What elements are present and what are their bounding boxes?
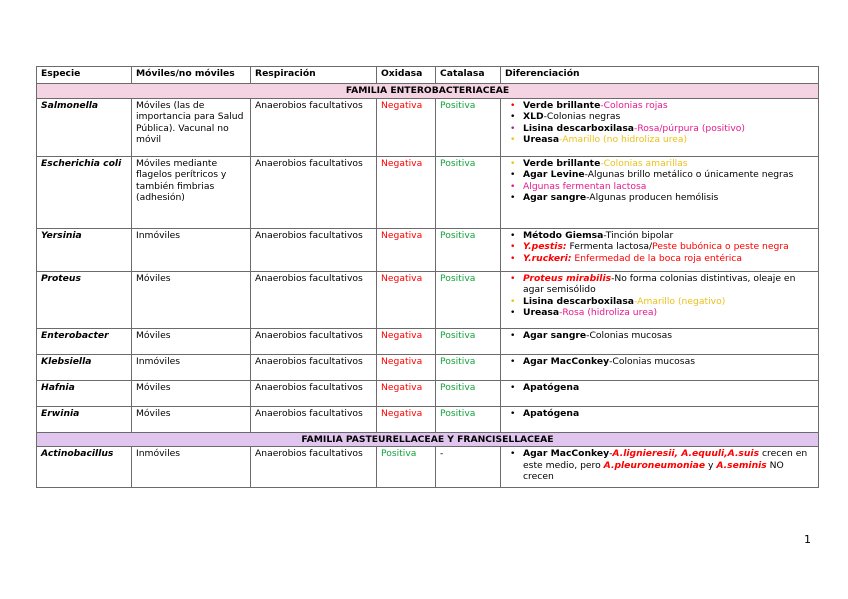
bullet-icon: • — [510, 355, 516, 367]
bullet-icon: • — [510, 241, 516, 253]
test-name: XLD — [523, 111, 544, 123]
header-respiracion: Respiración — [251, 67, 377, 84]
list-item — [505, 330, 814, 342]
catalase-cell: Positiva — [436, 156, 501, 228]
bullet-icon: • — [510, 307, 516, 319]
test-name: Lisina descarboxilasa — [523, 295, 634, 307]
respiration-cell: Anaerobios facultativos — [251, 380, 377, 406]
list-item — [505, 111, 814, 123]
test-result: -Colonias amarillas — [600, 157, 688, 169]
list-item — [505, 169, 814, 181]
respiration-cell: Anaerobios facultativos — [251, 354, 377, 380]
motility-cell: Inmóviles — [132, 447, 251, 488]
species-name: Y.ruckeri: — [523, 252, 572, 264]
oxidase-cell: Negativa — [377, 380, 436, 406]
differentiation-cell — [501, 228, 819, 271]
list-item — [505, 296, 814, 308]
motility-cell: Inmóviles — [132, 228, 251, 271]
motility-cell: Móviles — [132, 380, 251, 406]
differentiation-cell — [501, 98, 819, 156]
species-cell: Proteus — [37, 271, 132, 328]
test-name: Agar MacConkey — [523, 448, 610, 460]
table-row — [37, 156, 819, 228]
test-result: -Tinción bipolar — [603, 229, 674, 241]
family-title: FAMILIA PASTEURELLACEAE Y FRANCISELLACEAE — [37, 432, 819, 447]
test-result: Fermenta lactosa/ — [566, 241, 653, 253]
respiration-cell: Anaerobios facultativos — [251, 271, 377, 328]
test-name: Ureasa — [523, 134, 560, 146]
table-row — [37, 228, 819, 271]
species-cell: Klebsiella — [37, 354, 132, 380]
motility-cell: Móviles (las de importancia para Salud Pública). Vacunal no móvil — [132, 98, 251, 156]
list-item — [505, 408, 814, 420]
motility-cell: Móviles — [132, 328, 251, 354]
test-name: Apatógena — [523, 381, 580, 393]
oxidase-cell: Negativa — [377, 271, 436, 328]
list-item — [505, 382, 814, 394]
bullet-icon: • — [510, 295, 516, 307]
table-row — [37, 271, 819, 328]
catalase-cell: Positiva — [436, 406, 501, 432]
respiration-cell: Anaerobios facultativos — [251, 156, 377, 228]
test-name: Verde brillante — [523, 157, 601, 169]
table-row — [37, 406, 819, 432]
differentiation-cell — [501, 447, 819, 488]
differentiation-cell — [501, 328, 819, 354]
bullet-icon: • — [510, 272, 516, 284]
test-result: NO crecen — [523, 459, 784, 483]
list-item — [505, 241, 814, 253]
test-name: Lisina descarboxilasa — [523, 122, 634, 134]
test-name: Agar sangre — [523, 329, 587, 341]
catalase-cell: Positiva — [436, 98, 501, 156]
respiration-cell: Anaerobios facultativos — [251, 98, 377, 156]
differentiation-cell — [501, 406, 819, 432]
test-result: crecen en este medio, pero — [523, 448, 808, 471]
respiration-cell: Anaerobios facultativos — [251, 228, 377, 271]
catalase-cell: Positiva — [436, 328, 501, 354]
test-result: -No forma colonias distintivas, oleaje en agar semisólido — [523, 272, 796, 296]
bullet-icon: • — [510, 252, 516, 264]
list-item — [505, 192, 814, 204]
list-item — [505, 356, 814, 368]
disease-name: Enfermedad de la boca roja entérica — [571, 252, 742, 264]
species-name: A.seminis — [716, 459, 767, 471]
bullet-icon: • — [510, 157, 516, 169]
list-item — [505, 230, 814, 242]
bullet-icon: • — [510, 169, 516, 181]
page-number: 1 — [804, 533, 811, 546]
header-especie: Especie — [37, 67, 132, 84]
disease-name: Peste bubónica o peste negra — [652, 241, 789, 253]
oxidase-cell: Negativa — [377, 228, 436, 271]
bacteria-table — [36, 66, 819, 488]
species-cell: Hafnia — [37, 380, 132, 406]
test-name: Agar Levine — [523, 169, 585, 181]
bullet-icon: • — [510, 407, 516, 419]
catalase-cell: - — [436, 447, 501, 488]
catalase-cell: Positiva — [436, 380, 501, 406]
bullet-icon: • — [510, 122, 516, 134]
species-cell: Salmonella — [37, 98, 132, 156]
motility-cell: Inmóviles — [132, 354, 251, 380]
list-item — [505, 181, 814, 193]
test-result: -Algunas brillo metálico o únicamente negras — [584, 169, 794, 181]
family-row-pasteurellaceae — [37, 432, 819, 447]
oxidase-cell: Positiva — [377, 447, 436, 488]
connector: y — [705, 459, 717, 471]
list-item — [505, 123, 814, 135]
respiration-cell: Anaerobios facultativos — [251, 406, 377, 432]
test-result: -Amarillo (negativo) — [634, 295, 726, 307]
test-result: -Rosa/púrpura (positivo) — [634, 122, 746, 134]
species-name: A.lignieresii, A.equuli,A.suis — [612, 448, 760, 460]
test-result: -Algunas producen hemólisis — [586, 192, 719, 204]
catalase-cell: Positiva — [436, 271, 501, 328]
bullet-icon: • — [510, 111, 516, 123]
header-diferenciacion: Diferenciación — [501, 67, 819, 84]
bullet-icon: • — [510, 229, 516, 241]
oxidase-cell: Negativa — [377, 156, 436, 228]
respiration-cell: Anaerobios facultativos — [251, 328, 377, 354]
test-result: Algunas fermentan lactosa — [523, 180, 647, 192]
test-name: Agar MacConkey — [523, 355, 610, 367]
bullet-icon: • — [510, 134, 516, 146]
bullet-icon: • — [510, 329, 516, 341]
list-item — [505, 158, 814, 170]
list-item — [505, 134, 814, 146]
motility-cell: Móviles mediante flagelos perítricos y también fimbrias (adhesión) — [132, 156, 251, 228]
list-item — [505, 100, 814, 112]
list-item — [505, 307, 814, 319]
differentiation-cell — [501, 354, 819, 380]
differentiation-cell — [501, 156, 819, 228]
separator: - — [609, 448, 613, 460]
list-item — [505, 273, 814, 296]
test-result: -Amarillo (no hidroliza urea) — [559, 134, 688, 146]
table-row — [37, 98, 819, 156]
test-result: -Colonias negras — [543, 111, 621, 123]
list-item — [505, 253, 814, 265]
differentiation-cell — [501, 271, 819, 328]
species-cell: Yersinia — [37, 228, 132, 271]
header-oxidasa: Oxidasa — [377, 67, 436, 84]
test-name: Verde brillante — [523, 99, 601, 111]
species-cell: Escherichia coli — [37, 156, 132, 228]
catalase-cell: Positiva — [436, 354, 501, 380]
differentiation-cell — [501, 380, 819, 406]
family-title: FAMILIA ENTEROBACTERIACEAE — [37, 84, 819, 99]
species-name: Y.pestis: — [523, 241, 567, 253]
test-name: Método Giemsa — [523, 229, 604, 241]
test-name: Apatógena — [523, 407, 580, 419]
bullet-icon: • — [510, 180, 516, 192]
bullet-icon: • — [510, 192, 516, 204]
table-row — [37, 354, 819, 380]
header-catalasa: Catalasa — [436, 67, 501, 84]
species-cell: Enterobacter — [37, 328, 132, 354]
catalase-cell: Positiva — [436, 228, 501, 271]
bullet-icon: • — [510, 448, 516, 460]
oxidase-cell: Negativa — [377, 406, 436, 432]
table-row — [37, 328, 819, 354]
header-row — [37, 67, 819, 84]
test-result: -Colonias rojas — [600, 99, 668, 111]
test-name: Agar sangre — [523, 192, 587, 204]
motility-cell: Móviles — [132, 271, 251, 328]
family-row-enterobacteriaceae — [37, 84, 819, 99]
oxidase-cell: Negativa — [377, 98, 436, 156]
oxidase-cell: Negativa — [377, 328, 436, 354]
header-moviles: Móviles/no móviles — [132, 67, 251, 84]
species-cell: Erwinia — [37, 406, 132, 432]
list-item — [505, 448, 814, 483]
oxidase-cell: Negativa — [377, 354, 436, 380]
test-result: -Colonias mucosas — [609, 355, 695, 367]
test-result: -Colonias mucosas — [586, 329, 673, 341]
species-name: Proteus mirabilis — [523, 272, 612, 284]
species-name: A.pleuroneumoniae — [603, 459, 706, 471]
species-cell: Actinobacillus — [37, 447, 132, 488]
test-name: Ureasa — [523, 307, 560, 319]
table-row — [37, 380, 819, 406]
bullet-icon: • — [510, 381, 516, 393]
respiration-cell: Anaerobios facultativos — [251, 447, 377, 488]
bullet-icon: • — [510, 99, 516, 111]
table-row — [37, 447, 819, 488]
test-result: -Rosa (hidroliza urea) — [559, 307, 658, 319]
motility-cell: Móviles — [132, 406, 251, 432]
